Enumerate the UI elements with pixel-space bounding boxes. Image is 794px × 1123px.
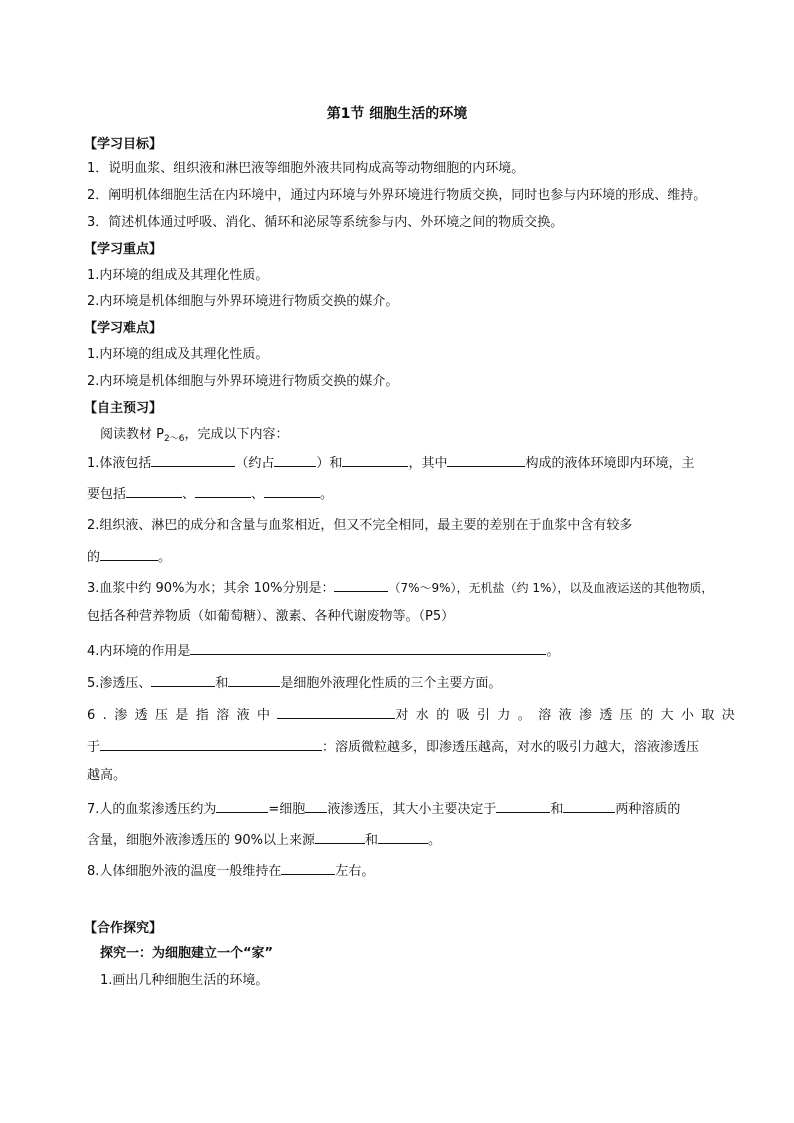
- blank-field[interactable]: [264, 483, 320, 498]
- focus-heading: 【学习重点】: [84, 242, 163, 257]
- focus-item-2: 2.内环境是机体细胞与外界环境进行物质交换的媒介。: [87, 294, 399, 309]
- question-1-line-2: 要包括 、 、 。: [87, 483, 727, 505]
- goals-heading: 【学习目标】: [84, 137, 163, 152]
- difficulty-item-2: 2.内环境是机体细胞与外界环境进行物质交换的媒介。: [87, 374, 399, 389]
- explore-heading: 【合作探究】: [84, 921, 163, 936]
- goal-item-2: 2．阐明机体细胞生活在内环境中，通过内环境与外界环境进行物质交换，同时也参与内环境的形成、维持。: [87, 188, 707, 203]
- difficulty-heading: 【学习难点】: [84, 321, 163, 336]
- blank-field[interactable]: [447, 452, 525, 467]
- explore-item-1: 1.画出几种细胞生活的环境。: [100, 973, 269, 988]
- question-5: 5.渗透压、 和 是细胞外液理化性质的三个主要方面。: [87, 672, 727, 694]
- question-7-line-1: 7.人的血浆渗透压约为 =细胞 液渗透压，其大小主要决定于 和 两种溶质的: [87, 798, 727, 820]
- blank-field[interactable]: [151, 452, 235, 467]
- blank-field[interactable]: [274, 452, 316, 467]
- blank-field[interactable]: [151, 672, 215, 687]
- blank-field[interactable]: [342, 452, 408, 467]
- blank-field[interactable]: [281, 860, 335, 875]
- question-6-line-2: 于 ：溶质微粒越多，即渗透压越高，对水的吸引力越大，溶液渗透压: [87, 736, 727, 758]
- blank-field[interactable]: [563, 798, 615, 813]
- page-title: 第1节 细胞生活的环境: [326, 106, 468, 122]
- blank-field[interactable]: [334, 577, 388, 592]
- blank-field[interactable]: [496, 798, 550, 813]
- blank-field[interactable]: [315, 829, 365, 844]
- preview-heading: 【自主预习】: [84, 401, 163, 416]
- blank-field[interactable]: [277, 704, 395, 719]
- question-4: 4.内环境的作用是 。: [87, 640, 727, 662]
- blank-field[interactable]: [100, 546, 158, 561]
- question-6-line-1: 6.渗透压是指溶液中 对水的吸引力。溶液渗透压的大小取决: [87, 704, 727, 726]
- explore-subheading: 探究一：为细胞建立一个“家”: [100, 946, 274, 961]
- goal-item-1: 1．说明血浆、组织液和淋巴液等细胞外液共同构成高等动物细胞的内环境。: [87, 161, 525, 176]
- difficulty-item-1: 1.内环境的组成及其理化性质。: [87, 347, 269, 362]
- blank-field[interactable]: [126, 483, 182, 498]
- preview-intro: 阅读教材 $P_{2\sim 6}$，完成以下内容：: [100, 427, 289, 444]
- question-2-line-2: 的 。: [87, 546, 727, 568]
- blank-field[interactable]: [100, 736, 322, 751]
- question-6-line-3: 越高。: [87, 768, 127, 783]
- blank-field[interactable]: [228, 672, 280, 687]
- blank-field[interactable]: [195, 483, 251, 498]
- question-7-line-2: 含量，细胞外液渗透压的 90%以上来源 和 。: [87, 829, 727, 851]
- question-1-line-1: 1.体液包括 （约占 ）和 ，其中 构成的液体环境即内环境，主: [87, 452, 727, 474]
- question-3-line-1: 3.血浆中约 90%为水；其余 10%分别是： （7%～9%），无机盐（约 1%），以及血液运送的其他物质，: [87, 577, 727, 599]
- blank-field[interactable]: [190, 640, 546, 655]
- question-2-line-1: 2.组织液、淋巴的成分和含量与血浆相近，但又不完全相同，最主要的差别在于血浆中含有较多: [87, 518, 633, 533]
- blank-field[interactable]: [305, 798, 327, 813]
- goal-item-3: 3．简述机体通过呼吸、消化、循环和泌尿等系统参与内、外环境之间的物质交换。: [87, 215, 564, 230]
- focus-item-1: 1.内环境的组成及其理化性质。: [87, 268, 269, 283]
- blank-field[interactable]: [378, 829, 428, 844]
- question-3-line-2: 包括各种营养物质（如葡萄糖）、激素、各种代谢废物等。（P5）: [87, 609, 455, 624]
- blank-field[interactable]: [216, 798, 268, 813]
- question-8: 8.人体细胞外液的温度一般维持在 左右。: [87, 860, 727, 882]
